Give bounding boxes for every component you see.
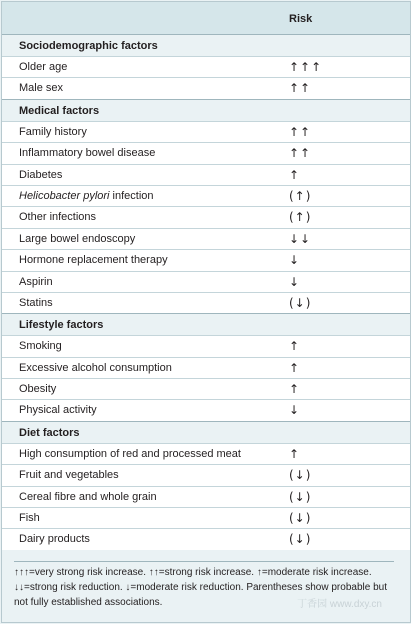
risk-indicator: ↑↑: [289, 81, 312, 96]
section-title: Diet factors: [19, 426, 80, 439]
risk-indicator: ↓: [289, 403, 301, 418]
factor-label: Inflammatory bowel disease: [19, 147, 156, 160]
risk-indicator: ↓: [289, 253, 301, 268]
factor-label: Older age: [19, 61, 68, 73]
table-row: [2, 271, 410, 292]
table-row: [2, 121, 410, 142]
risk-indicator: ↑: [289, 167, 301, 182]
factor-label: Hormone replacement therapy: [19, 254, 168, 267]
risk-indicator: (↓): [289, 532, 312, 547]
risk-indicator: ↑: [289, 360, 301, 375]
section-header: [2, 99, 410, 121]
risk-indicator: ↓: [289, 274, 301, 289]
table-row: [2, 292, 410, 313]
risk-indicator: (↑): [289, 188, 312, 203]
table-row: [2, 142, 410, 163]
table-row: [2, 206, 410, 227]
table-row: [2, 528, 410, 549]
section-title: Medical factors: [19, 104, 100, 117]
table-row: [2, 164, 410, 185]
table-row: [2, 378, 410, 399]
table-row: [2, 399, 410, 420]
risk-indicator: ↓↓: [289, 231, 312, 246]
table-row: [2, 56, 410, 77]
factor-label: Large bowel endoscopy: [19, 232, 136, 245]
table-row: [2, 443, 410, 464]
table-row: [2, 228, 410, 249]
risk-indicator: (↓): [289, 489, 312, 504]
factor-label: Excessive alcohol consumption: [19, 361, 172, 374]
factor-label: Fruit and vegetables: [19, 469, 119, 482]
risk-indicator: (↑): [289, 210, 312, 225]
risk-indicator: ↑: [289, 382, 301, 397]
factor-label: [19, 190, 154, 202]
factor-label: High consumption of red and processed meat: [19, 447, 241, 460]
risk-factors-table: [1, 1, 411, 623]
factor-label: Other infections: [19, 211, 97, 224]
factor-label: Smoking: [19, 340, 62, 353]
factor-label-rest: infection: [109, 189, 154, 202]
risk-indicator: (↓): [289, 468, 312, 483]
footnote: ↑↑↑=very strong risk increase. ↑↑=strong risk increase. ↑=moderate risk increase. ↓↓=strong risk reduction. ↓=moderate risk reduction. Parentheses show probable but not fully established associations.: [14, 561, 394, 610]
factor-label: Diabetes: [19, 168, 63, 181]
factor-label: Cereal fibre and whole grain: [19, 490, 157, 503]
table-row: [2, 464, 410, 485]
risk-indicator: ↑↑: [289, 146, 312, 161]
section-header: [2, 34, 410, 56]
table-row: [2, 357, 410, 378]
section-title: Lifestyle factors: [19, 319, 104, 332]
table-row: [2, 507, 410, 528]
section-header: [2, 313, 410, 335]
factor-label: Physical activity: [19, 404, 97, 417]
table-body: [2, 34, 410, 550]
section-header: [2, 421, 410, 443]
table-row: [2, 249, 410, 270]
risk-indicator: (↓): [289, 295, 312, 310]
factor-label-italic: Helicobacter pylori: [19, 189, 110, 202]
risk-indicator: ↑: [289, 339, 301, 354]
table-row: [2, 486, 410, 507]
risk-indicator: (↓): [289, 511, 312, 526]
factor-label: Fish: [19, 512, 40, 525]
table-header: [2, 2, 410, 34]
factor-label: Male sex: [19, 82, 64, 95]
factor-label: Obesity: [19, 383, 57, 396]
risk-indicator: ↑: [289, 446, 301, 461]
table-row: [2, 77, 410, 98]
factor-label: Statins: [19, 296, 53, 309]
factor-label: Aspirin: [19, 275, 53, 288]
risk-indicator: ↑↑: [289, 124, 312, 139]
risk-indicator: ↑↑↑: [289, 60, 323, 74]
risk-column-header: Risk: [289, 13, 313, 25]
factor-label: Family history: [19, 125, 87, 138]
factor-label: Dairy products: [19, 533, 90, 546]
watermark: 丁香园 www.dxy.cn: [297, 599, 382, 610]
section-title: Sociodemographic factors: [19, 40, 158, 52]
table-row: [2, 335, 410, 356]
table-row: [2, 185, 410, 206]
